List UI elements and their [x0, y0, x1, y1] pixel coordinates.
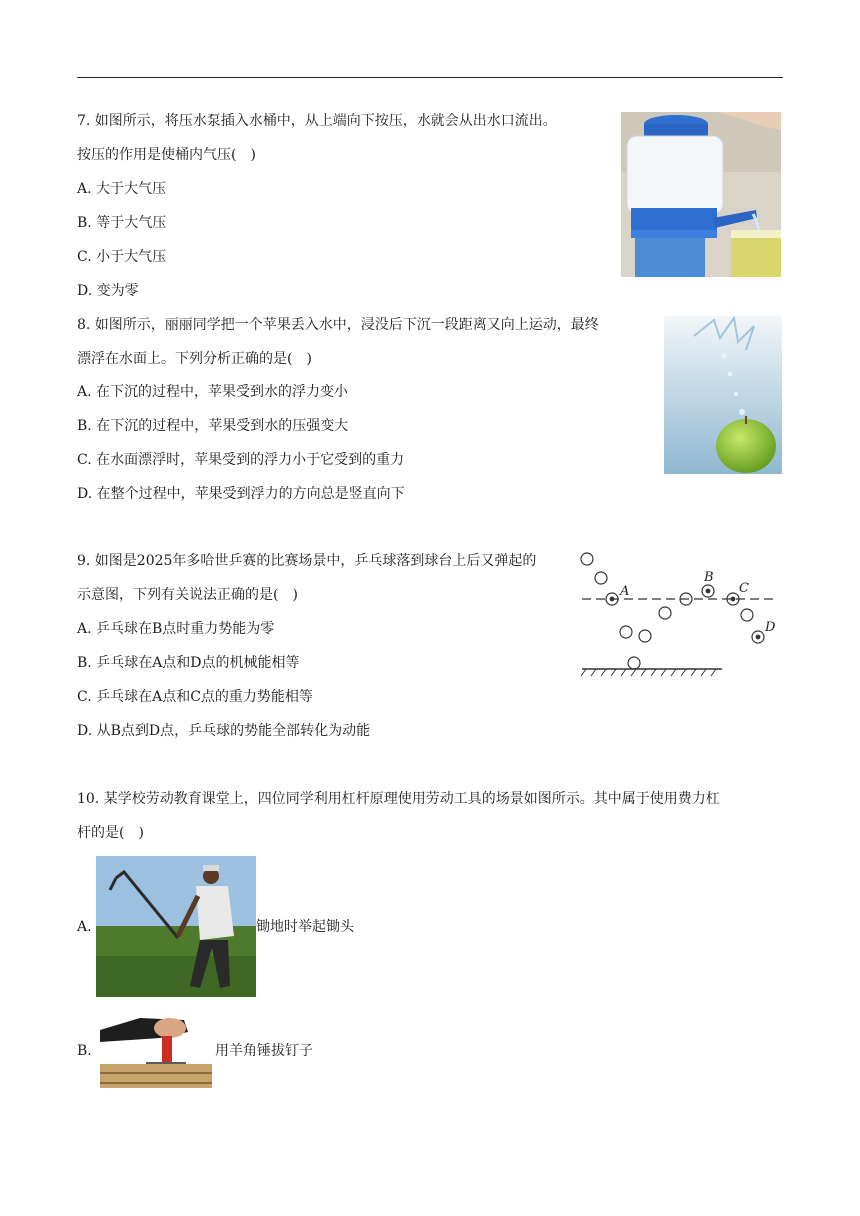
- q8-stem-line1: 8. 如图所示，丽丽同学把一个苹果丢入水中，浸没后下沉一段距离又向上运动，最终: [77, 317, 599, 333]
- q8-option-b: B. 在下沉的过程中，苹果受到水的压强变大: [77, 418, 349, 434]
- q7-stem-line2: 按压的作用是使桶内气压( ): [77, 147, 256, 163]
- claw-hammer-photo: [100, 1012, 212, 1088]
- q10-option-b-caption: 用羊角锤拔钉子: [215, 1043, 313, 1059]
- label-b: B: [704, 570, 714, 585]
- q7-option-a: A. 大于大气压: [77, 181, 167, 197]
- ball-at-table: [628, 657, 640, 669]
- q8-stem-line2: 漂浮在水面上。下列分析正确的是( ): [77, 351, 312, 367]
- q9-stem-line1: 9. 如图是2025年多哈世乒赛的比赛场景中，乒乓球落到球台上后又弹起的: [77, 553, 537, 569]
- label-a: A: [620, 584, 630, 599]
- label-d: D: [765, 620, 776, 635]
- water-pump-photo: [621, 112, 781, 277]
- table-hatching: [581, 669, 716, 676]
- ball-position: [620, 626, 632, 638]
- q7-option-b: B. 等于大气压: [77, 215, 167, 231]
- ball-position: [581, 553, 593, 565]
- q8-option-a: A. 在下沉的过程中，苹果受到水的浮力变小: [77, 384, 349, 400]
- q7-stem-line1: 7. 如图所示，将压水泵插入水桶中，从上端向下按压，水就会从出水口流出。: [77, 113, 557, 129]
- q10-stem-line1: 10. 某学校劳动教育课堂上，四位同学利用杠杆原理使用劳动工具的场景如图所示。其中属于使用费力杠: [77, 791, 720, 807]
- ball-point-d-dot: [756, 635, 760, 639]
- q10-option-b-letter: B.: [77, 1043, 92, 1059]
- q10-option-a-letter: A.: [77, 919, 92, 935]
- ping-pong-bounce-diagram: [578, 548, 783, 680]
- ball-point-a-dot: [610, 597, 614, 601]
- header-rule: [77, 77, 783, 78]
- ball-position: [659, 607, 671, 619]
- q7-option-c: C. 小于大气压: [77, 249, 167, 265]
- apple-in-water-photo: [664, 316, 782, 474]
- q8-option-d: D. 在整个过程中，苹果受到浮力的方向总是竖直向下: [77, 486, 405, 502]
- ball-position: [595, 572, 607, 584]
- q7-option-d: D. 变为零: [77, 283, 139, 299]
- q9-option-b: B. 乒乓球在A点和D点的机械能相等: [77, 655, 300, 671]
- q9-option-a: A. 乒乓球在B点时重力势能为零: [77, 621, 275, 637]
- q10-stem-line2: 杆的是( ): [77, 825, 144, 841]
- ball-position: [741, 609, 753, 621]
- label-c: C: [739, 581, 749, 596]
- ball-point-b-dot: [706, 589, 710, 593]
- q9-option-d: D. 从B点到D点，乒乓球的势能全部转化为动能: [77, 723, 371, 739]
- q10-option-a-caption: 锄地时举起锄头: [256, 919, 354, 935]
- q8-option-c: C. 在水面漂浮时，苹果受到的浮力小于它受到的重力: [77, 452, 405, 468]
- ball-position: [639, 630, 651, 642]
- hoeing-photo: [96, 856, 256, 997]
- q9-stem-line2: 示意图，下列有关说法正确的是( ): [77, 587, 298, 603]
- q9-option-c: C. 乒乓球在A点和C点的重力势能相等: [77, 689, 313, 705]
- ball-point-c-dot: [731, 597, 735, 601]
